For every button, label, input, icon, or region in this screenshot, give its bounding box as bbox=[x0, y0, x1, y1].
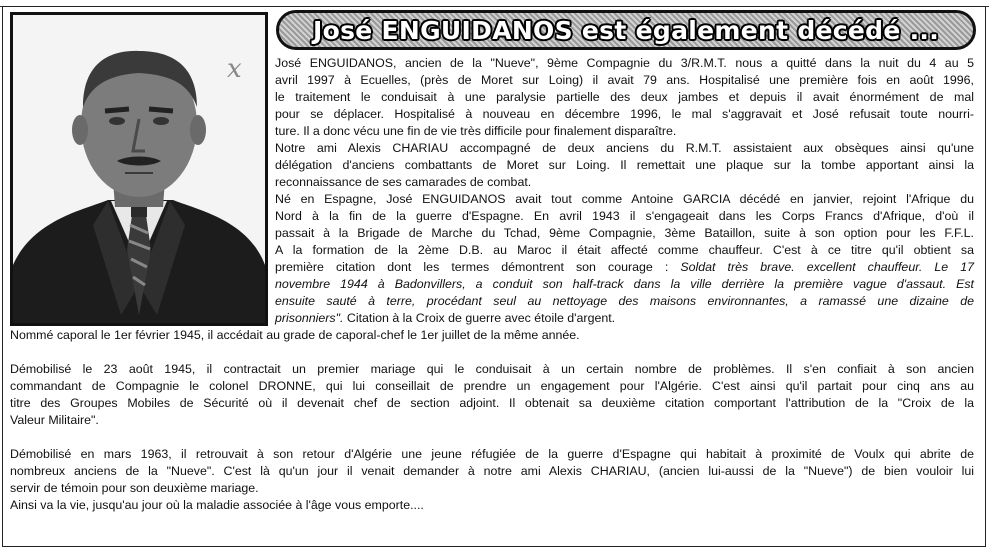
text-line bbox=[275, 310, 615, 327]
text-line: pour se déplacer. Hospitalisé à nouveau en décembre 1996, le mal s'aggravait et José refusait toute nourri- bbox=[275, 107, 974, 121]
text-line: passait à la Brigade de Marche du Tchad, 9ème Compagnie, 3ème Bataillon, suite à son option pour les F.F.L. bbox=[275, 226, 974, 240]
text-line: Valeur Militaire". bbox=[10, 413, 99, 427]
article-title: José ENGUIDANOS est également décédé ... bbox=[313, 15, 939, 45]
text-line: José ENGUIDANOS, ancien de la "Nueve", 9ème Compagnie du 3/R.M.T. nous a quitté dans la nuit du 4 au 5 bbox=[275, 56, 974, 70]
text-line: Né en Espagne, José ENGUIDANOS avait tout comme Antoine GARCIA décédé en janvier, rejoint l'Afrique du bbox=[275, 192, 974, 206]
citation-line: novembre 1944 à Badonvillers, a conduit son half-track dans la ville derrière la première vague d'assaut. Est bbox=[275, 277, 974, 291]
text-line: commandant de Compagnie le colonel DRONNE, qui lui conseillait de prendre un engagement pour l'Algérie. C'est ainsi qu'il partait pour cinq ans au bbox=[10, 379, 974, 393]
text-line: titre des Groupes Mobiles de Sécurité où il devenait chef de section adjoint. Il obtenait sa deuxième citation comportant l'attribution de la "Croix de la bbox=[10, 396, 974, 410]
portrait-photo bbox=[10, 12, 268, 326]
text-line: A la formation de la 2ème D.B. au Maroc il était affecté comme chauffeur. C'est à ce titre qu'il obtient sa bbox=[275, 243, 974, 257]
citation-text: prisonniers". bbox=[275, 311, 344, 325]
handwritten-mark: x bbox=[227, 54, 242, 84]
text-line: le traitement le conduisait à une paralysie partielle des deux jambes et depuis il avait énormément de mal bbox=[275, 90, 974, 104]
text-line: nombreux anciens de la "Nueve". C'est là qu'un jour il venait demander à notre ami Alexis CHARIAU, (ancien lui-aussi de la "Nueve") de bien vouloir lui bbox=[10, 464, 974, 478]
text-line: Nord à la fin de la guerre d'Espagne. En avril 1943 il s'engageait dans les Corps Francs d'Afrique, d'où il bbox=[275, 209, 974, 223]
text-line: Nommé caporal le 1er février 1945, il accédait au grade de caporal-chef le 1er juillet de la même année. bbox=[10, 328, 580, 342]
text-line: Démobilisé le 23 août 1945, il contractait un premier mariage qui le conduisait à un certain nombre de problèmes. Il s'en confiait à son ancien bbox=[10, 362, 974, 376]
text-line: Notre ami Alexis CHARIAU accompagné de deux anciens du R.M.T. assistaient aux obsèques ainsi qu'une bbox=[275, 141, 974, 155]
text-line: servir de témoin pour son deuxième mariage. bbox=[10, 481, 259, 495]
text-line: Démobilisé en mars 1963, il retrouvait à son retour d'Algérie une jeune réfugiée de la guerre d'Espagne qui habitait à proximité de Voulx qui abrite de bbox=[10, 447, 974, 461]
text-line: Ainsi va la vie, jusqu'au jour où la maladie associée à l'âge vous emporte.... bbox=[10, 498, 424, 512]
text-line: avril 1997 à Ecuelles, (près de Moret sur Loing) il avait 79 ans. Hospitalisé une première fois en août 1996, bbox=[275, 73, 974, 87]
article-title-banner bbox=[276, 10, 976, 50]
text-segment: Citation à la Croix de guerre avec étoile d'argent. bbox=[343, 311, 616, 325]
citation-text: Soldat très brave. excellent chauffeur. Le 17 bbox=[680, 260, 974, 274]
citation-line: ensuite sauté à terre, procédant seul au nettoyage des maisons environnantes, a ramassé une dizaine de bbox=[275, 294, 974, 308]
text-line bbox=[275, 259, 974, 276]
text-line: ture. Il a donc vécu une fin de vie très difficile pour finalement disparaître. bbox=[275, 124, 677, 138]
text-segment: première citation dont les termes démontrent son courage : bbox=[275, 260, 681, 274]
portrait-illustration bbox=[13, 15, 265, 323]
text-line: reconnaissance de ses camarades de combat. bbox=[275, 175, 532, 189]
text-line: délégation d'anciens combattants de Moret sur Loing. Il remettait une plaque sur la tombe apportant ainsi la bbox=[275, 158, 974, 172]
